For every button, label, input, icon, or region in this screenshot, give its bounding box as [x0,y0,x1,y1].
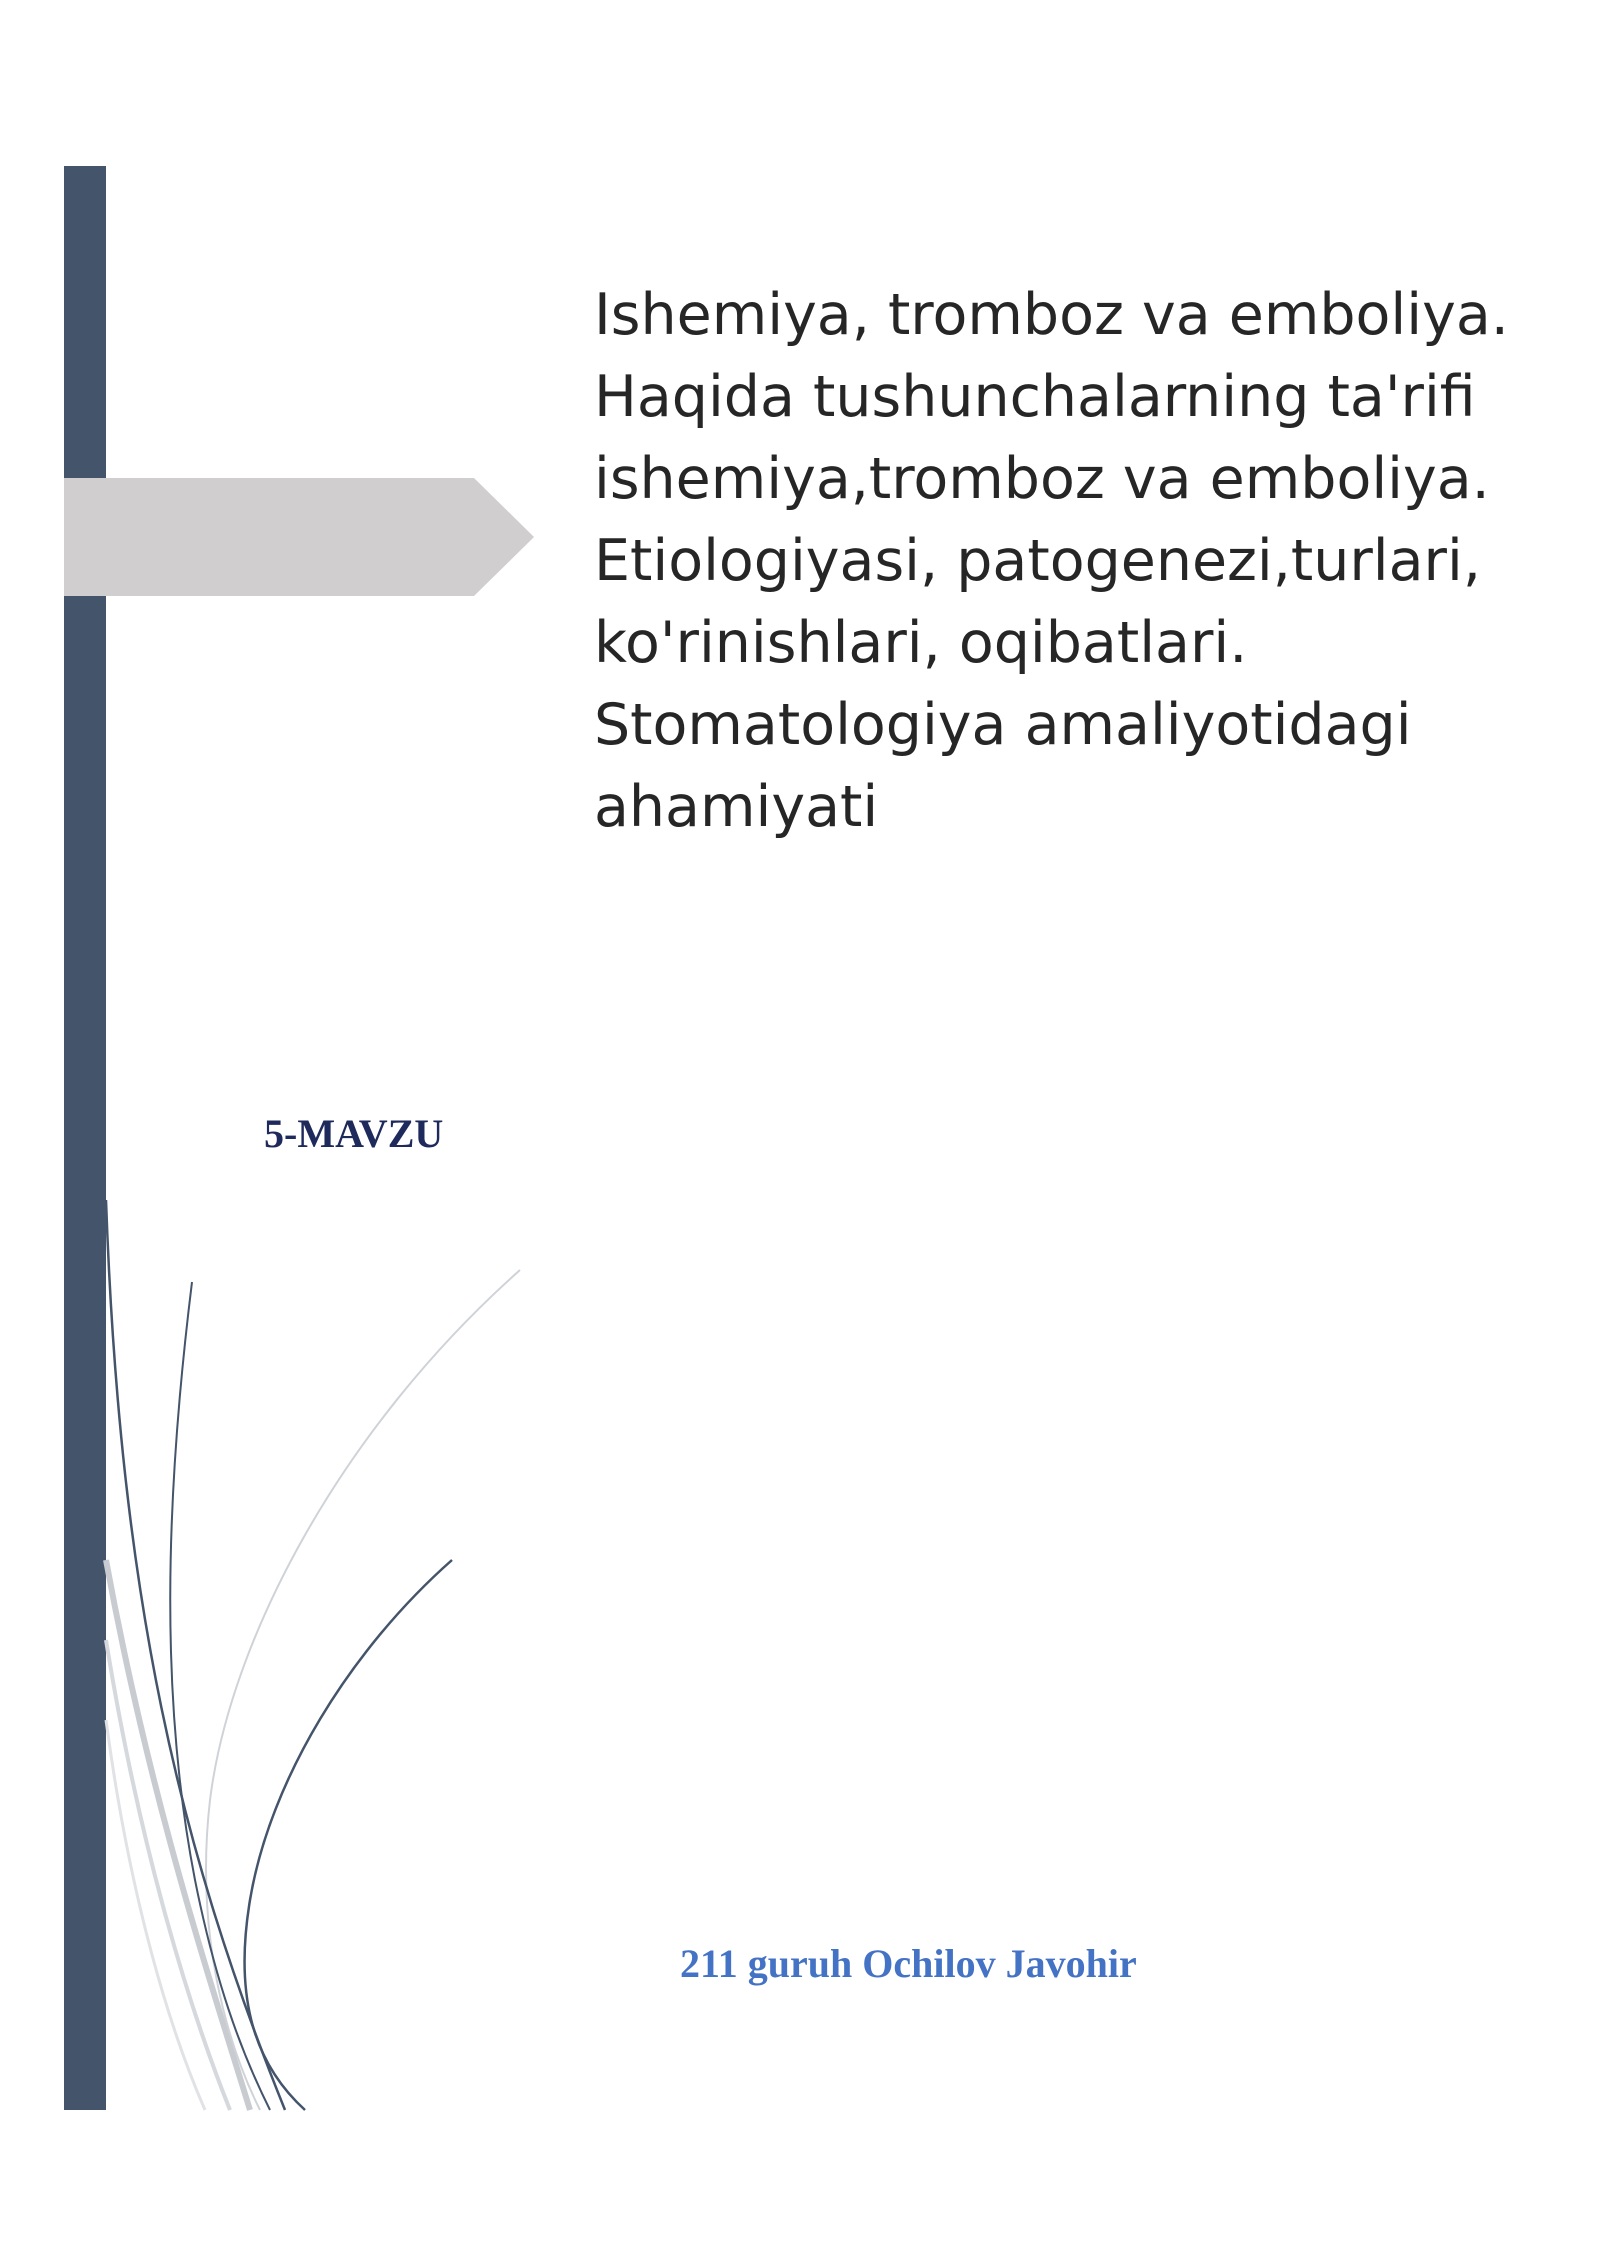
topic-label: 5-MAVZU [264,1111,444,1156]
curve-dark-3 [245,1560,452,2110]
author-label: 211 guruh Ochilov Javohir [680,1941,1137,1986]
curve-light-2 [106,1640,230,2110]
curve-light-4 [106,1720,205,2110]
curve-dark-1 [106,1200,285,2110]
curve-dark-2 [170,1282,270,2110]
arrow-banner [64,478,534,596]
title-container [594,274,1554,840]
curve-light-3 [206,1270,520,2110]
document-title: Ishemiya, tromboz va emboliya. Haqida tushunchalarning ta'rifi ishemiya,tromboz va emboliya. Etiologiyasi, patogenezi,turlari, ko'rinishlari, oqibatlari. Stomatologiya amaliyotidagi ahamiyati [594,282,1509,840]
curve-light-1 [106,1560,250,2110]
vertical-accent-bar [64,166,106,2110]
